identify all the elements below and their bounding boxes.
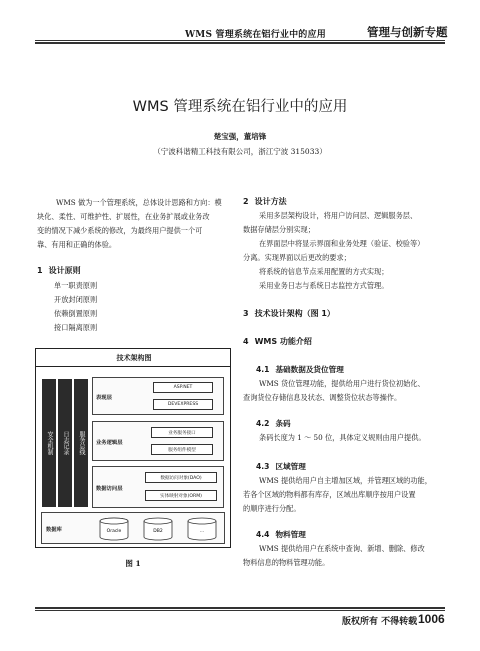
layer-box: 服务组件模型 (151, 444, 213, 455)
layer-box: DEVEXPRESS (153, 399, 213, 410)
subsection-4-1-body (243, 377, 445, 405)
body-line: 数据存储层分别实现； (243, 225, 315, 234)
footer-rule-thick (35, 607, 445, 609)
header-rule-thick (35, 42, 445, 44)
database-cylinder-icon (98, 517, 130, 541)
intro-line: WMS 做为一个管理系统，总体设计思路和方向：模 (56, 198, 222, 207)
layer-label: 数据访问层 (96, 486, 123, 492)
section-4-heading (243, 336, 312, 347)
layer-presentation (92, 377, 224, 415)
section-number: 2 (243, 197, 249, 206)
section-2-body (243, 209, 445, 293)
side-bar-service-bus: 服务总线 (74, 379, 88, 507)
body-line: 条码长度为 1 ～ 50 位，具体定义规则由用户提供。 (259, 433, 426, 442)
database-name: DB2 (153, 529, 163, 534)
section-number: 4 (243, 337, 249, 346)
database-label: 数据库 (46, 527, 62, 533)
body-line: 采用业务日志与系统日志监控方式管理。 (259, 281, 389, 290)
body-line: 采用多层架构设计，将用户访问层、逻辑服务层、 (259, 211, 418, 220)
diagram-title: 技术架构图 (116, 353, 152, 362)
layer-box: 数据访问对象(DAO) (145, 472, 217, 483)
body-line: 将系统的信息节点采用配置的方式实现； (259, 267, 389, 276)
architecture-diagram (35, 348, 231, 548)
subsection-number: 4.1 (256, 365, 270, 374)
subsection-4-1-heading (256, 364, 344, 375)
principle-item: 单一职责原则 (54, 281, 98, 290)
principle-item: 接口隔离原则 (54, 323, 98, 332)
subsection-title: 条码 (275, 419, 291, 428)
section-2-heading (243, 196, 287, 207)
running-header-section: 管理与创新专题 (367, 25, 448, 39)
side-bar-logging: 日志记录 (58, 379, 72, 507)
layer-data-access (92, 466, 224, 508)
section-number: 1 (37, 266, 43, 275)
subsection-number: 4.3 (256, 462, 270, 471)
page-number: 1006 (418, 612, 445, 626)
side-bar-security: 安全机制 (42, 379, 56, 507)
layer-box: 业务服务接口 (151, 427, 213, 438)
footer-rule (35, 610, 445, 611)
subsection-4-4-heading (256, 529, 306, 540)
layer-business-logic (92, 421, 224, 461)
subsection-4-3-body (243, 474, 445, 516)
intro-paragraph-cont (37, 210, 237, 252)
subsection-title: 基础数据及货位管理 (275, 365, 344, 374)
database-cylinder-icon (186, 517, 218, 541)
subsection-4-4-body (243, 542, 445, 570)
body-line: WMS 提供给用户在系统中查询、新增、删除、修改 (259, 544, 425, 553)
principle-item: 依赖倒置原则 (54, 309, 98, 318)
section-title: 设计原则 (48, 266, 81, 275)
subsection-4-2-body (243, 431, 445, 445)
section-title: 技术设计架构（图 1） (254, 309, 335, 318)
body-line: WMS 货位管理功能，提供给用户进行货位初始化、 (259, 379, 425, 388)
intro-line: 靠、有用和正确的体验。 (37, 240, 117, 249)
database-row (41, 512, 225, 544)
database-cylinder-icon (142, 517, 174, 541)
layer-box: ASP.NET (153, 382, 213, 393)
body-line: 若各个区域的物料都有库存，区域出库顺序按用户设置 (243, 490, 416, 499)
subsection-4-2-heading (256, 418, 291, 429)
layer-box: 实体映射对象(ORM) (145, 490, 217, 501)
section-title: WMS 功能介绍 (254, 337, 312, 346)
subsection-number: 4.4 (256, 530, 270, 539)
body-line: 查询货位存储信息及状态、调整货位状态等操作。 (243, 393, 402, 402)
body-line: WMS 提供给用户自主增加区域，并管理区域的功能， (259, 476, 432, 485)
section-title: 设计方法 (254, 197, 287, 206)
diagram-title-rule (36, 366, 230, 367)
section-1-heading (37, 265, 81, 276)
article-affiliation: （宁波科谐精工科技有限公司，浙江宁波 315033） (153, 147, 327, 156)
intro-line: 变的情况下减少系统的修改，为最终用户提供一个可 (37, 226, 203, 235)
subsection-title: 区域管理 (275, 462, 306, 471)
header-rule (35, 40, 445, 41)
body-line: 的顺序进行分配。 (243, 504, 301, 513)
section-number: 3 (243, 309, 249, 318)
subsection-4-3-heading (256, 461, 306, 472)
intro-paragraph (56, 196, 236, 210)
subsection-number: 4.2 (256, 419, 270, 428)
principle-item: 开放封闭原则 (54, 295, 98, 304)
body-line: 物料信息的物料管理功能。 (243, 558, 330, 567)
article-authors: 楚宝强，董培锋 (213, 132, 267, 141)
article-title: WMS 管理系统在铝行业中的应用 (132, 99, 348, 115)
body-line: 分离。实现界面以后更改的要求； (243, 253, 351, 262)
body-line: 在界面层中将显示界面和业务处理（验证、校验等） (259, 239, 425, 248)
subsection-title: 物料管理 (275, 530, 306, 539)
running-header-title: WMS 管理系统在铝行业中的应用 (185, 30, 326, 40)
figure-caption: 图 1 (125, 559, 141, 568)
intro-line: 块化、柔性、可维护性、扩展性，在业务扩展或业务改 (37, 212, 210, 221)
section-3-heading (243, 308, 335, 319)
layer-label: 表现层 (96, 395, 112, 401)
database-name: ... (199, 529, 205, 534)
layer-label: 业务逻辑层 (96, 440, 123, 446)
database-name: Oracle (106, 529, 122, 534)
footer-copyright: 版权所有 不得转载 (342, 617, 418, 627)
